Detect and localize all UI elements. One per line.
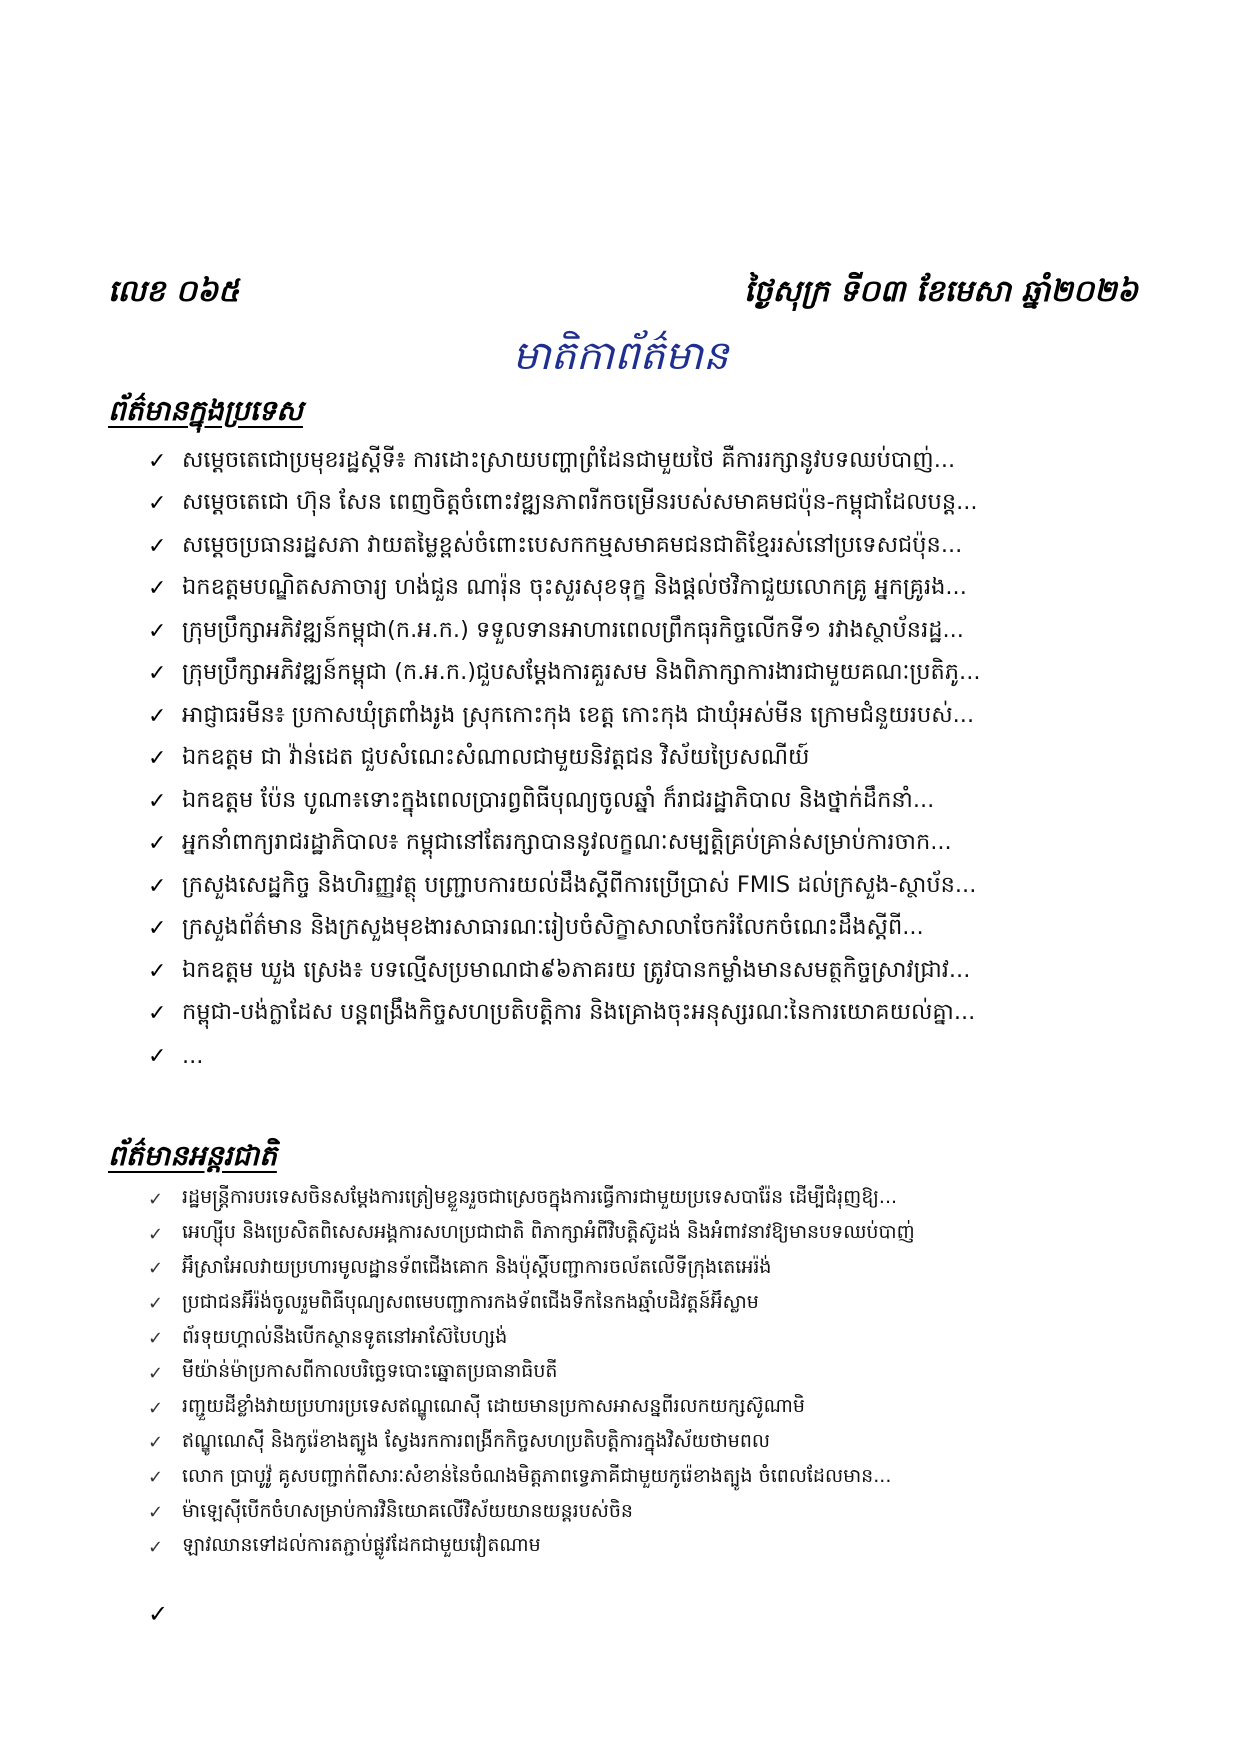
check-icon: ✓ — [148, 1258, 164, 1280]
list-item[interactable] — [148, 823, 1138, 866]
check-icon: ✓ — [148, 788, 167, 814]
list-item[interactable] — [148, 1182, 1138, 1217]
list-item[interactable] — [148, 1321, 1138, 1356]
list-item[interactable] — [148, 483, 1138, 526]
list-item[interactable] — [148, 780, 1138, 823]
list-item-text: សម្តេចតេជោ ហ៊ុន សែន ពេញចិត្តចំពោះវឌ្ឍនភាពរីកចម្រើនរបស់សមាគមជប៉ុន-កម្ពុជាដែលបន្ត... — [182, 489, 978, 516]
list-item[interactable] — [148, 1495, 1138, 1530]
list-item-text: ឯកឧត្តម ប៉ែន បូណា៖ទោះក្នុងពេលប្រារព្វពិធីបុណ្យចូលឆ្នាំ ក៏រាជរដ្ឋាភិបាល និងថ្នាក់ដឹកនាំ... — [182, 786, 935, 813]
check-icon: ✓ — [148, 916, 167, 942]
list-item[interactable] — [148, 993, 1138, 1036]
list-item[interactable] — [148, 525, 1138, 568]
list-item-text: កម្ពុជា-បង់ក្លាដែស បន្តពង្រឹងកិច្ចសហប្រតិបត្តិការ និងគ្រោងចុះអនុស្សរណៈនៃការយោគយល់គ្នា... — [182, 999, 976, 1026]
list-item-text: ឯកឧត្តមបណ្ឌិតសភាចារ្យ ហង់ជួន ណារ៉ុន ចុះសួរសុខទុក្ខ និងផ្តល់ថវិកាជួយលោកគ្រូ អ្នកគ្រូរង... — [182, 574, 967, 601]
check-icon: ✓ — [148, 1043, 167, 1069]
list-item-text: រដ្ឋមន្ត្រីការបរទេសចិនសម្តែងការត្រៀមខ្លួនរួចជាស្រេចក្នុងការធ្វើការជាមួយប្រទេសបារ៉ែន ដើម្បីជំរុញឱ្យ... — [182, 1186, 898, 1209]
list-item-text: អេហ្ស៊ីប និងប្រេសិតពិសេសអង្គការសហប្រជាជាតិ ពិភាក្សាអំពីវិបត្តិស៊ូដង់ និងអំពាវនាវឱ្យមានបទឈប់បាញ់ — [182, 1221, 915, 1244]
issue-number: លេខ ០៦៥ — [108, 274, 240, 309]
check-icon: ✓ — [148, 1536, 164, 1558]
list-item[interactable] — [148, 950, 1138, 993]
check-icon: ✓ — [148, 1467, 164, 1489]
list-item-text: អាជ្ញាធរមីន៖ ប្រកាសឃុំត្រពាំងរូង ស្រុកកោះកុង ខេត្ត កោះកុង ជាឃុំអស់មីន ក្រោមជំនួយរបស់... — [182, 701, 975, 728]
list-item-text: រញ្ជួយដីខ្លាំងវាយប្រហារប្រទេសឥណ្ឌូណេស៊ី ដោយមានប្រកាសអាសន្នពីរលកយក្សស៊ូណាមិ — [182, 1395, 805, 1418]
list-item[interactable] — [148, 440, 1138, 483]
check-icon: ✓ — [148, 1293, 164, 1315]
list-item[interactable] — [148, 1391, 1138, 1426]
check-icon: ✓ — [148, 1362, 164, 1384]
check-icon: ✓ — [148, 576, 167, 602]
check-icon: ✓ — [148, 958, 167, 984]
list-item-text: ក្រុមប្រឹក្សាអភិវឌ្ឍន៍កម្ពុជា (ក.អ.ក.)ជួបសម្តែងការគួរសម និងពិភាក្សាការងារជាមួយគណៈប្រតិភូ... — [182, 659, 981, 686]
list-item-text: ... — [182, 1043, 204, 1070]
list-item[interactable] — [148, 695, 1138, 738]
list-item[interactable] — [148, 653, 1138, 696]
bulletin-header — [108, 272, 1138, 322]
list-item[interactable] — [148, 738, 1138, 781]
check-icon: ✓ — [148, 448, 167, 474]
list-item[interactable] — [148, 610, 1138, 653]
list-item-text: អ៊ីស្រាអែលវាយប្រហារមូលដ្ឋានទ័ពជើងគោក និងប៉ុស្តិ៍បញ្ជាការចល័តលើទីក្រុងតេអេរ៉ង់ — [182, 1255, 772, 1278]
list-item[interactable] — [148, 1035, 1138, 1078]
check-icon: ✓ — [148, 746, 167, 772]
domestic-news-list — [148, 440, 1138, 1078]
list-item[interactable] — [148, 1252, 1138, 1287]
domestic-news-heading: ព័ត៌មានក្នុងប្រទេស — [108, 394, 303, 427]
check-icon: ✓ — [148, 1001, 167, 1027]
list-item[interactable] — [148, 865, 1138, 908]
list-item-text: លោក ប្រាបូវ៉ូ គូសបញ្ជាក់ពីសារៈសំខាន់នៃចំណងមិត្តភាពទ្វេភាគីជាមួយកូរ៉េខាងត្បូង ចំពេលដែលមាន... — [182, 1464, 892, 1487]
list-item[interactable] — [148, 1286, 1138, 1321]
issue-date: ថ្ងៃសុក្រ ទី០៣ ខែមេសា ឆ្នាំ២០២៦ — [743, 274, 1138, 309]
check-icon: ✓ — [148, 661, 167, 687]
list-item-text: ក្រុមប្រឹក្សាអភិវឌ្ឍន៍កម្ពុជា(ក.អ.ក.) ទទួលទានអាហារពេលព្រឹកធុរកិច្ចលើកទី១ រវាងស្ថាប័នរដ្ឋ... — [182, 616, 964, 643]
list-item-text: ម៉ាឡេស៊ីបើកចំហសម្រាប់ការវិនិយោគលើវិស័យយានយន្តរបស់ចិន — [182, 1499, 633, 1522]
list-item[interactable] — [148, 568, 1138, 611]
list-item-text: ប្រជាជនអ៊ីរ៉ង់ចូលរួមពិធីបុណ្យសពមេបញ្ជាការកងទ័ពជើងទឹកនៃកងឆ្មាំបដិវត្តន៍អ៊ីស្លាម — [182, 1290, 759, 1313]
list-item[interactable] — [148, 1356, 1138, 1391]
list-item-text: ក្រសួងព័ត៌មាន និងក្រសួងមុខងារសាធារណៈរៀបចំសិក្ខាសាលាចែករំលែកចំណេះដឹងស្តីពី... — [182, 914, 924, 941]
international-news-list — [148, 1182, 1138, 1565]
check-icon: ✓ — [148, 831, 167, 857]
list-item-text: ក្រសួងសេដ្ឋកិច្ច និងហិរញ្ញវត្ថុ បញ្ជ្រាបការយល់ដឹងស្តីពីការប្រើប្រាស់ FMIS ដល់ក្រសួង-ស្ថាប័ន... — [182, 871, 977, 898]
list-item-text: អ្នកនាំពាក្យរាជរដ្ឋាភិបាល៖ កម្ពុជានៅតែរក្សាបាននូវលក្ខណៈសម្បត្តិគ្រប់គ្រាន់សម្រាប់ការចាក... — [182, 829, 952, 856]
list-item-text: ឯកឧត្តម ឃួង ស្រេង៖ បទល្មើសប្រមាណជា៩៦ភាគរយ ត្រូវបានកម្លាំងមានសមត្ថកិច្ចស្រាវជ្រាវ... — [182, 956, 971, 983]
check-icon: ✓ — [148, 703, 167, 729]
check-icon: ✓ — [148, 1600, 169, 1628]
list-item[interactable] — [148, 908, 1138, 951]
list-item[interactable] — [148, 1460, 1138, 1495]
international-news-heading: ព័ត៌មានអន្តរជាតិ — [108, 1139, 277, 1172]
list-item[interactable] — [148, 1217, 1138, 1252]
check-icon: ✓ — [148, 1502, 164, 1524]
list-item-text: ឯកឧត្តម ជា វ៉ាន់ដេត ជួបសំណេះសំណាលជាមួយនិវត្តជន វិស័យប្រៃសណីយ៍ — [182, 744, 810, 771]
check-icon: ✓ — [148, 491, 167, 517]
check-icon: ✓ — [148, 533, 167, 559]
check-icon: ✓ — [148, 1328, 164, 1350]
list-item[interactable] — [148, 1426, 1138, 1461]
check-icon: ✓ — [148, 1397, 164, 1419]
check-icon: ✓ — [148, 1432, 164, 1454]
list-item[interactable] — [148, 1530, 1138, 1565]
list-item-text: មីយ៉ាន់ម៉ាប្រកាសពីកាលបរិច្ឆេទបោះឆ្នោតប្រធានាធិបតី — [182, 1360, 558, 1383]
list-item-text: ឡាវឈានទៅដល់ការតភ្ជាប់ផ្លូវដែកជាមួយវៀតណាម — [182, 1534, 541, 1557]
page-title: មាតិកាព័ត៌មាន — [512, 333, 729, 379]
check-icon: ✓ — [148, 1223, 164, 1245]
list-item-text: ព័រទុយហ្គាល់នឹងបើកស្ថានទូតនៅអាស៊ែបៃហ្សង់ — [182, 1325, 508, 1348]
check-icon: ✓ — [148, 618, 167, 644]
check-icon: ✓ — [148, 873, 167, 899]
list-item-text: ឥណ្ឌូណេស៊ី និងកូរ៉េខាងត្បូង ស្វែងរកការពង្រីកកិច្ចសហប្រតិបត្តិការក្នុងវិស័យថាមពល — [182, 1429, 771, 1452]
list-item-text: សម្តេចតេជោប្រមុខរដ្ឋស្តីទី៖ ការដោះស្រាយបញ្ហាព្រំដែនជាមួយថៃ គឺការរក្សានូវបទឈប់បាញ់... — [182, 446, 956, 473]
check-icon: ✓ — [148, 1188, 164, 1210]
list-item-text: សម្តេចប្រធានរដ្ឋសភា វាយតម្លៃខ្ពស់ចំពោះបេសកកម្មសមាគមជនជាតិខ្មែររស់នៅប្រទេសជប៉ុន... — [182, 531, 963, 558]
